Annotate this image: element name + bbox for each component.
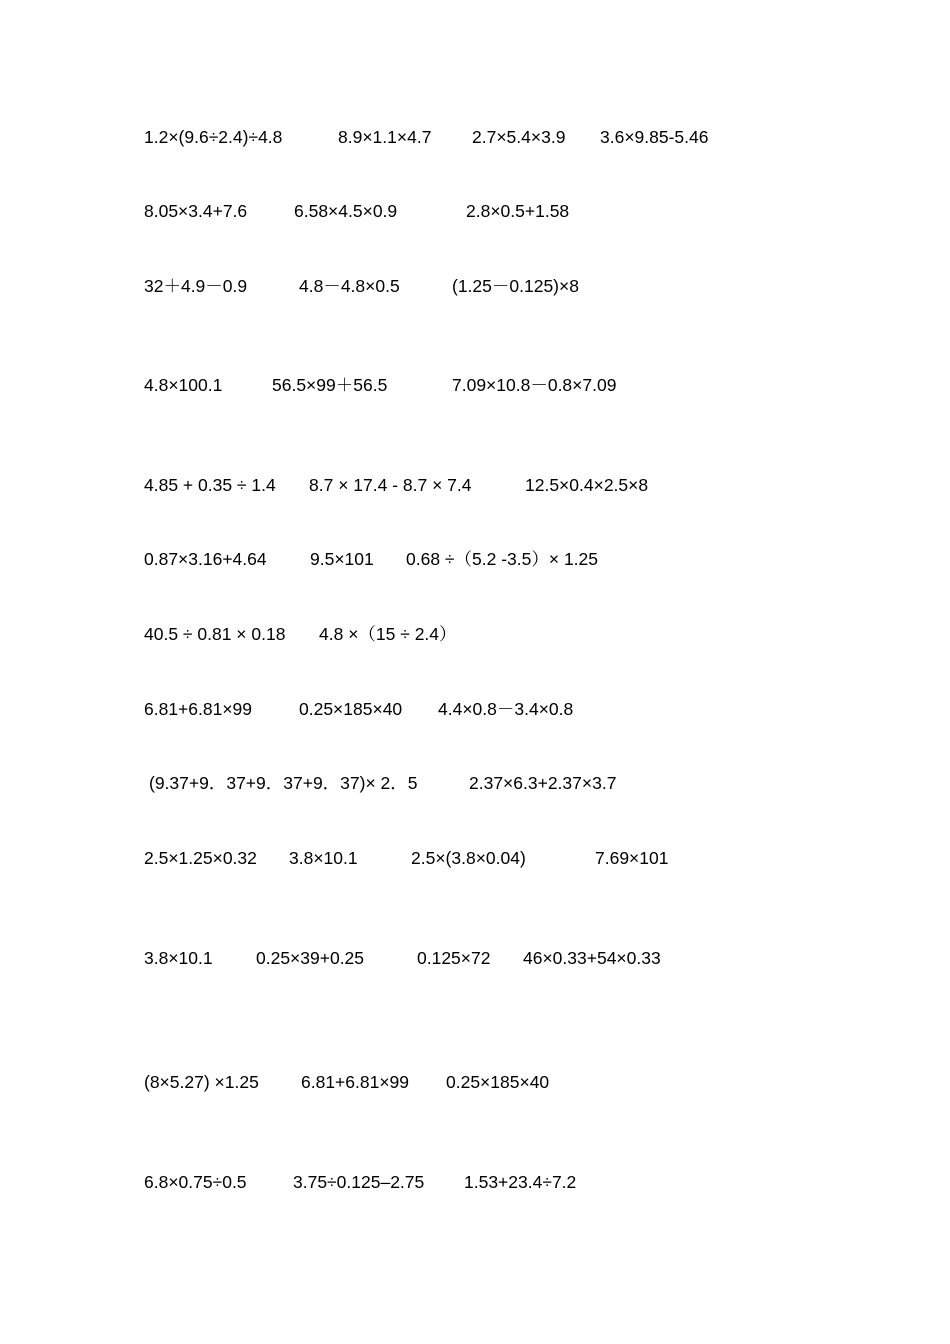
problem-expression: 0.125×72 bbox=[417, 948, 491, 968]
problem-expression: 4.8×100.1 bbox=[144, 375, 223, 395]
problem-row-1 bbox=[0, 125, 950, 149]
problem-row-7 bbox=[0, 622, 950, 646]
problem-row-5 bbox=[0, 473, 950, 497]
problem-expression: 0.87×3.16+4.64 bbox=[144, 549, 267, 569]
problem-expression: 3.8×10.1 bbox=[144, 948, 213, 968]
problem-expression: 2.5×1.25×0.32 bbox=[144, 848, 257, 868]
problem-expression: 6.8×0.75÷0.5 bbox=[144, 1172, 247, 1192]
problem-expression: (8×5.27) ×1.25 bbox=[144, 1072, 259, 1092]
problem-expression: 6.81+6.81×99 bbox=[301, 1072, 410, 1092]
problem-row-4 bbox=[0, 373, 950, 397]
problem-expression: 0.25×185×40 bbox=[299, 699, 403, 719]
problem-row-8 bbox=[0, 697, 950, 721]
problem-expression: 2.8×0.5+1.58 bbox=[466, 201, 570, 221]
problem-expression: 4.8 ×（15 ÷ 2.4） bbox=[319, 624, 457, 644]
problem-expression: 0.25×39+0.25 bbox=[256, 948, 365, 968]
problem-expression: 12.5×0.4×2.5×8 bbox=[525, 475, 649, 495]
problem-expression: 32＋4.9－0.9 bbox=[144, 276, 248, 296]
problem-row-12 bbox=[0, 1070, 950, 1094]
problem-expression: 4.4×0.8－3.4×0.8 bbox=[438, 699, 574, 719]
problem-expression: 0.25×185×40 bbox=[446, 1072, 550, 1092]
problem-expression: 6.58×4.5×0.9 bbox=[294, 201, 398, 221]
problem-expression: 8.05×3.4+7.6 bbox=[144, 201, 248, 221]
problem-expression: 1.2×(9.6÷2.4)÷4.8 bbox=[144, 127, 283, 147]
problem-expression: 2.5×(3.8×0.04) bbox=[411, 848, 526, 868]
problem-row-13 bbox=[0, 1170, 950, 1194]
problem-expression: 7.69×101 bbox=[595, 848, 669, 868]
problem-row-6 bbox=[0, 547, 950, 571]
problem-expression: 56.5×99＋56.5 bbox=[272, 375, 388, 395]
problem-row-3 bbox=[0, 274, 950, 298]
problem-expression: 0.68 ÷（5.2 -3.5）× 1.25 bbox=[406, 549, 599, 569]
problem-expression: 46×0.33+54×0.33 bbox=[523, 948, 661, 968]
problem-expression: (1.25－0.125)×8 bbox=[452, 276, 579, 296]
problem-expression: 8.9×1.1×4.7 bbox=[338, 127, 432, 147]
problem-row-9 bbox=[0, 771, 950, 795]
problem-expression: 4.85 + 0.35 ÷ 1.4 bbox=[144, 475, 276, 495]
problem-expression: 3.6×9.85-5.46 bbox=[600, 127, 709, 147]
problem-expression: (9.37+9．37+9．37+9．37)× 2．5 bbox=[149, 773, 418, 793]
problem-expression: 4.8－4.8×0.5 bbox=[299, 276, 400, 296]
problem-expression: 8.7 × 17.4 - 8.7 × 7.4 bbox=[309, 475, 472, 495]
problem-expression: 9.5×101 bbox=[310, 549, 374, 569]
problem-row-11 bbox=[0, 946, 950, 970]
problem-expression: 3.8×10.1 bbox=[289, 848, 358, 868]
problem-row-2 bbox=[0, 199, 950, 223]
problem-expression: 7.09×10.8－0.8×7.09 bbox=[452, 375, 617, 395]
problem-expression: 6.81+6.81×99 bbox=[144, 699, 253, 719]
problem-expression: 2.7×5.4×3.9 bbox=[472, 127, 566, 147]
problem-expression: 40.5 ÷ 0.81 × 0.18 bbox=[144, 624, 286, 644]
problem-expression: 3.75÷0.125–2.75 bbox=[293, 1172, 425, 1192]
problem-expression: 1.53+23.4÷7.2 bbox=[464, 1172, 577, 1192]
problem-expression: 2.37×6.3+2.37×3.7 bbox=[469, 773, 617, 793]
problem-row-10 bbox=[0, 846, 950, 870]
